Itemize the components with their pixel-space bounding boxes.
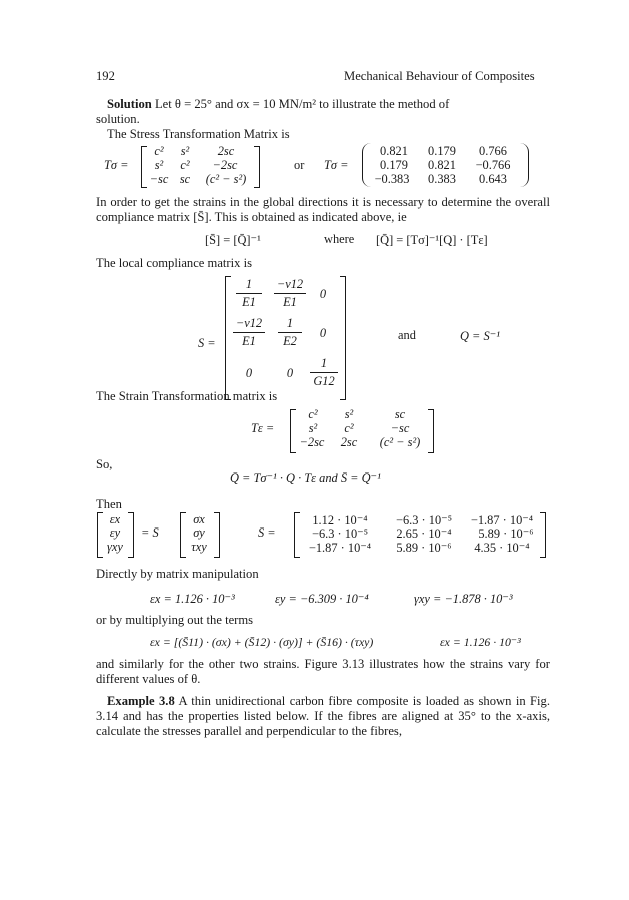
ts-r0c2: 2sc	[217, 144, 235, 158]
sb-r1c1: 2.65 · 10⁻⁴	[396, 527, 452, 541]
l-r2c2-num: 1	[320, 356, 328, 370]
running-title: Mechanical Behaviour of Composites	[344, 69, 535, 83]
ts-r2c2: (c² − s²)	[205, 172, 247, 186]
te-r1c0: s²	[308, 421, 318, 435]
l-r0c0-den: E1	[242, 295, 256, 309]
direct-label: Directly by matrix manipulation	[96, 567, 259, 581]
l-r1c1-num: 1	[286, 316, 294, 330]
example-label: Example 3.8	[107, 694, 175, 708]
compliance-paragraph: In order to get the strains in the global directions it is necessary to determine the overall compliance matrix [S̄]. This is obtained as indicated above, ie	[96, 195, 550, 225]
sig-bracket-right	[214, 512, 220, 558]
equals-sbar: = S̄	[141, 526, 159, 540]
l-r1c1-line	[278, 332, 302, 333]
sbar-equation-right: [Q̄] = [Tσ]⁻¹[Q] · [Tε]	[376, 233, 488, 247]
sb-r0c2: −1.87 · 10⁻⁴	[470, 513, 534, 527]
strain-intro: The Strain Transformation matrix is	[96, 389, 278, 403]
example-paragraph	[96, 694, 550, 740]
tn-r1c1: 0.821	[428, 158, 456, 172]
qbar-equation: Q̄ = Tσ⁻¹ · Q · Tε and S̄ = Q̄⁻¹	[230, 471, 381, 485]
sb-r2c2: 4.35 · 10⁻⁴	[474, 541, 530, 555]
solution-line-2: solution.	[96, 112, 140, 126]
t-sigma-lhs: Tσ =	[104, 158, 129, 172]
l-r0c1-den: E1	[283, 295, 297, 309]
then-label: Then	[96, 497, 122, 511]
sbar-bracket-right	[540, 512, 546, 558]
l-r0c1-line	[274, 293, 306, 294]
local-intro: The local compliance matrix is	[96, 256, 252, 270]
l-r1c1-den: E2	[283, 334, 297, 348]
multiply-equation: εx = [(S̄11) · (σx) + (S̄12) · (σy)] + (S̄16) · (τxy)	[150, 635, 374, 649]
tn-r2c2: 0.643	[479, 172, 507, 186]
tau-xy: τxy	[191, 540, 207, 554]
ts-r1c1: c²	[180, 158, 190, 172]
sb-r2c1: 5.89 · 10⁻⁶	[396, 541, 452, 555]
tn-r1c0: 0.179	[380, 158, 408, 172]
sig-x: σx	[193, 512, 205, 526]
te-r2c2: (c² − s²)	[379, 435, 421, 449]
l-r1c0-num: −ν12	[235, 316, 263, 330]
l-r2c2-line	[310, 372, 338, 373]
l-r0c2: 0	[319, 287, 327, 301]
sb-r1c0: −6.3 · 10⁻⁵	[311, 527, 369, 541]
l-r0c0-line	[236, 293, 262, 294]
te-r0c0: c²	[308, 407, 318, 421]
sig-y: σy	[193, 526, 205, 540]
tn-r0c1: 0.179	[428, 144, 456, 158]
example-text: A thin unidirectional carbon fibre composite is loaded as shown in Fig. 3.14 and has the properties listed below. If the fibres are aligned at 35° to the x-axis, calculate the stresses parallel and perpendicular to the fibres,	[96, 694, 550, 739]
l-r1c0-line	[233, 332, 265, 333]
ts-r2c1: sc	[179, 172, 191, 186]
t-sigma-lhs-2: Tσ =	[324, 158, 349, 172]
t-eps-bracket-right	[428, 409, 434, 453]
ts-r2c0: −sc	[149, 172, 169, 186]
tn-r2c1: 0.383	[428, 172, 456, 186]
sbar-equation-left: [S̄] = [Q̄]⁻¹	[205, 233, 261, 247]
strain-variation-paragraph: and similarly for the other two strains. Figure 3.13 illustrates how the strains vary for different values of θ.	[96, 657, 550, 687]
te-r0c2: sc	[394, 407, 406, 421]
l-r1c2: 0	[319, 326, 327, 340]
t-sigma-bracket-right	[254, 146, 260, 188]
l-r0c0-num: 1	[245, 277, 253, 291]
multiply-label: or by multiplying out the terms	[96, 613, 254, 627]
eps-x: εx	[109, 512, 121, 526]
sb-r2c0: −1.87 · 10⁻⁴	[308, 541, 372, 555]
tn-r2c0: −0.383	[374, 172, 410, 186]
direct-gxy: γxy = −1.878 · 10⁻³	[414, 592, 513, 606]
te-r2c1: 2sc	[340, 435, 358, 449]
sb-r0c0: 1.12 · 10⁻⁴	[312, 513, 368, 527]
l-r2c1: 0	[286, 366, 294, 380]
or-text: or	[294, 158, 305, 172]
t-eps-lhs: Tε =	[251, 421, 275, 435]
sb-r0c1: −6.3 · 10⁻⁵	[395, 513, 453, 527]
solution-line-1	[107, 97, 449, 112]
tn-r0c0: 0.821	[380, 144, 408, 158]
ts-r1c2: −2sc	[212, 158, 238, 172]
te-r1c1: c²	[344, 421, 354, 435]
q-equals-s-inverse: Q = S⁻¹	[460, 329, 500, 343]
direct-ex: εx = 1.126 · 10⁻³	[150, 592, 235, 606]
so-label: So,	[96, 457, 113, 471]
te-r0c1: s²	[344, 407, 354, 421]
multiply-result: εx = 1.126 · 10⁻³	[440, 635, 521, 649]
sb-r1c2: 5.89 · 10⁻⁶	[478, 527, 534, 541]
sbar-equation-where: where	[324, 232, 355, 246]
l-r2c2-den: G12	[313, 374, 335, 388]
sbar-lhs: S̄ =	[258, 526, 276, 540]
te-r2c0: −2sc	[299, 435, 325, 449]
l-r0c1-num: −ν12	[276, 277, 304, 291]
page-number: 192	[96, 69, 115, 83]
solution-label: Solution	[107, 97, 152, 111]
local-s-lhs: S =	[198, 336, 216, 350]
tn-r1c2: −0.766	[475, 158, 511, 172]
local-bracket-right	[340, 276, 346, 400]
eps-bracket-right	[128, 512, 134, 558]
ts-r0c1: s²	[180, 144, 190, 158]
local-bracket-left	[225, 276, 231, 400]
l-r2c0: 0	[245, 366, 253, 380]
direct-ey: εy = −6.309 · 10⁻⁴	[275, 592, 369, 606]
te-r1c2: −sc	[390, 421, 410, 435]
solution-text-1: Let θ = 25° and σx = 10 MN/m² to illustrate the method of	[154, 97, 450, 111]
ts-r1c0: s²	[154, 158, 164, 172]
eps-y: εy	[109, 526, 121, 540]
tn-r0c2: 0.766	[479, 144, 507, 158]
gamma-xy: γxy	[107, 540, 123, 554]
stress-intro: The Stress Transformation Matrix is	[107, 127, 290, 141]
l-r1c0-den: E1	[242, 334, 256, 348]
ts-r0c0: c²	[154, 144, 164, 158]
local-and: and	[398, 328, 416, 342]
t-sigma-num-paren-right	[520, 143, 529, 187]
